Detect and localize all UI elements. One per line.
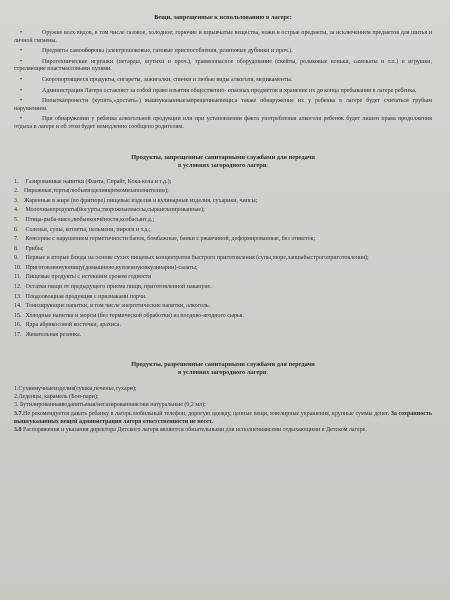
list-item: • Администрация Лагеря оставляет за собой право изъятия общественно- опасных предметов и хранение их до конца пребывания в лагере ребенка. (14, 88, 432, 96)
list-item (14, 235, 432, 245)
item-number: 10. (14, 264, 22, 271)
paragraph-3-8 (14, 426, 432, 434)
list-item (14, 206, 432, 216)
item-number: 17. (14, 332, 22, 339)
item-text: Пирожные,торты(любыеизделиякремомизаполнителем); (24, 188, 169, 195)
item-number: 1. (14, 178, 19, 185)
list-item: 1.Сухиемучныеизделия(сушки,печенье,сухари); (14, 385, 137, 392)
list-item (14, 254, 432, 264)
item-number: 12. (14, 284, 22, 291)
list-item (14, 245, 432, 255)
item-text: Ядра абрикосовой косточки, арахиса. (25, 322, 121, 329)
list-item: • Предметы самообороны (электрошоковые, газовые приспособления, резиновые дубинки и проч.). (14, 48, 432, 56)
list-item (14, 302, 432, 312)
item-number: 3. (14, 197, 19, 204)
list-item (14, 293, 432, 303)
list-item: • Попыткапронести (купить,«достать») вышеуказанныезапрещенныевещи,а также обнаружение их у ребенка в лагере будет считаться грубым нарушением. (14, 98, 432, 113)
title-line: в условиях загородного лагеря (177, 161, 267, 169)
list-item (14, 178, 432, 188)
allowed-products-list (14, 385, 432, 410)
paragraph-number: 3.7. (14, 410, 23, 417)
section-title-forbidden-items: Вещи, запрещенные к использованию в лагере: (154, 14, 292, 21)
title-line: Продукты, разрешенные санитарными службами для передачи (131, 360, 315, 368)
item-number: 14. (14, 303, 22, 310)
list-item: • Скоропортящиеся продукты, сигареты, зажигалки, спички и любые виды алкоголя, медикаменты. (14, 77, 432, 85)
list-item (14, 216, 432, 226)
item-text: Тонизирующие напитки, в том числе энергетические напитки, алкоголь. (25, 303, 211, 310)
section-title-forbidden-products (14, 154, 432, 170)
list-item (14, 197, 432, 207)
forbidden-products-list (14, 178, 432, 341)
list-item: • При обнаружении у ребенка алкогольной продукции или при установлении факта употребления алкоголя ребенок будет лишен права продолжения отдыха в лагере и об этом будет немедленно сообщено родителям. (14, 116, 432, 131)
list-item (14, 331, 432, 341)
item-text: Жаренные в жире (во фритюре) пищевые изделия и кулинарные изделия, сухарики, чипсы; (24, 197, 258, 204)
item-text: Грибы; (25, 245, 44, 252)
item-number: 5. (14, 216, 19, 223)
list-item (14, 312, 432, 322)
list-item (14, 273, 432, 283)
list-item: • Пиротехнические игрушки (петарды, шутихи и проч.), травмоопасное оборудование (скейты, роликовые коньки, самокаты и т.п.) и игрушки, стреляющие пластмассовыми пулями. (14, 59, 432, 74)
list-item: 3. Бутилированнаяводапитьевая/негазированнаясоки натуральные (0,2 мл); (14, 402, 206, 409)
item-text: Газированные напитки (Фанта, Спрайт, Кока-кола и т.д.); (25, 178, 172, 185)
item-number: 16. (14, 322, 22, 329)
paragraph-text: Распоряжения и указания директора Детского лагеря являются обязательными для исполнениявсеми отдыхающими в Детском лагере. (23, 427, 367, 434)
item-number: 13. (14, 293, 22, 300)
item-number: 11. (14, 274, 22, 281)
item-text: Птица-рыба-мясо,любыекопчёности,колбасыит.д.; (25, 216, 155, 223)
paragraph-number: 3.8 (14, 427, 22, 434)
item-number: 4. (14, 207, 19, 214)
item-number: 7. (14, 236, 19, 243)
forbidden-items-list (14, 30, 432, 132)
item-number: 6. (14, 226, 19, 233)
list-item (14, 283, 432, 293)
document-body (14, 14, 432, 434)
list-item (14, 226, 432, 236)
item-number: 15. (14, 312, 22, 319)
item-text: Остатки пищи от предыдущего приема пищи, приготовленной накануне. (25, 284, 212, 291)
list-item (14, 187, 432, 197)
item-text: Холодные напитки и морсы (без термической обработки) из плодово-ягодного сырья. (25, 312, 244, 319)
title-line: в условиях загородного лагеря (177, 368, 267, 376)
title-suffix: : (266, 161, 269, 169)
item-number: 2. (14, 188, 19, 195)
item-number: 9. (14, 255, 19, 262)
paragraph-bold-text: За сохранность вышеуказанных вещей администрация лагеря ответственности не несет. (14, 410, 433, 426)
list-item (14, 264, 432, 274)
item-text: Соленья, супы, котлеты, пельмени, пироги и т.д.; (25, 226, 151, 233)
item-number: 8. (14, 245, 19, 252)
paragraph-3-7 (14, 410, 432, 426)
item-text: Молочныепродукты(йогурты,творожныемассы,сыркиглазированные); (25, 207, 205, 214)
item-text: Приготовленнуюпищу(домашнюю,купленнуювкулинарии)-салаты; (25, 264, 198, 271)
section-title-allowed-products (14, 361, 432, 377)
list-item: 2.Леденцы, карамель (Бон-пари); (14, 394, 99, 401)
list-item (14, 321, 432, 331)
item-text: Первые и вторые блюда на основе сухих пищевых концентратов быстрого приготовления (супы,пюре,лапшабыстрогоприготовления); (25, 255, 369, 262)
list-item: • Оружие всех видов, в том числе газовое, холодное; горючие и взрывчатые вещества, ножи и острые предметы, за исключением предметов для шитья и личной гигиены. (14, 30, 432, 45)
title-line: Продукты, запрещенные санитарными службами для передачи (131, 153, 315, 161)
paragraph-text: Не рекомендуется давать ребенку в лагерь мобильный телефон, дорогую одежду, ценные вещи, ювелирные украшения, крупные суммы денег. (23, 410, 390, 417)
item-text: Пищевые продукты с истекшим сроком годности (25, 274, 152, 281)
item-text: Консервы с нарушением герметичности банок, бомбажные, банки с ржавчиной, деформированные, без этикеток; (25, 236, 316, 243)
item-text: Плодоовощная продукция с признаками порчи. (25, 293, 147, 300)
title-suffix: : (266, 368, 269, 376)
item-text: Жевательная резинка. (25, 332, 82, 339)
